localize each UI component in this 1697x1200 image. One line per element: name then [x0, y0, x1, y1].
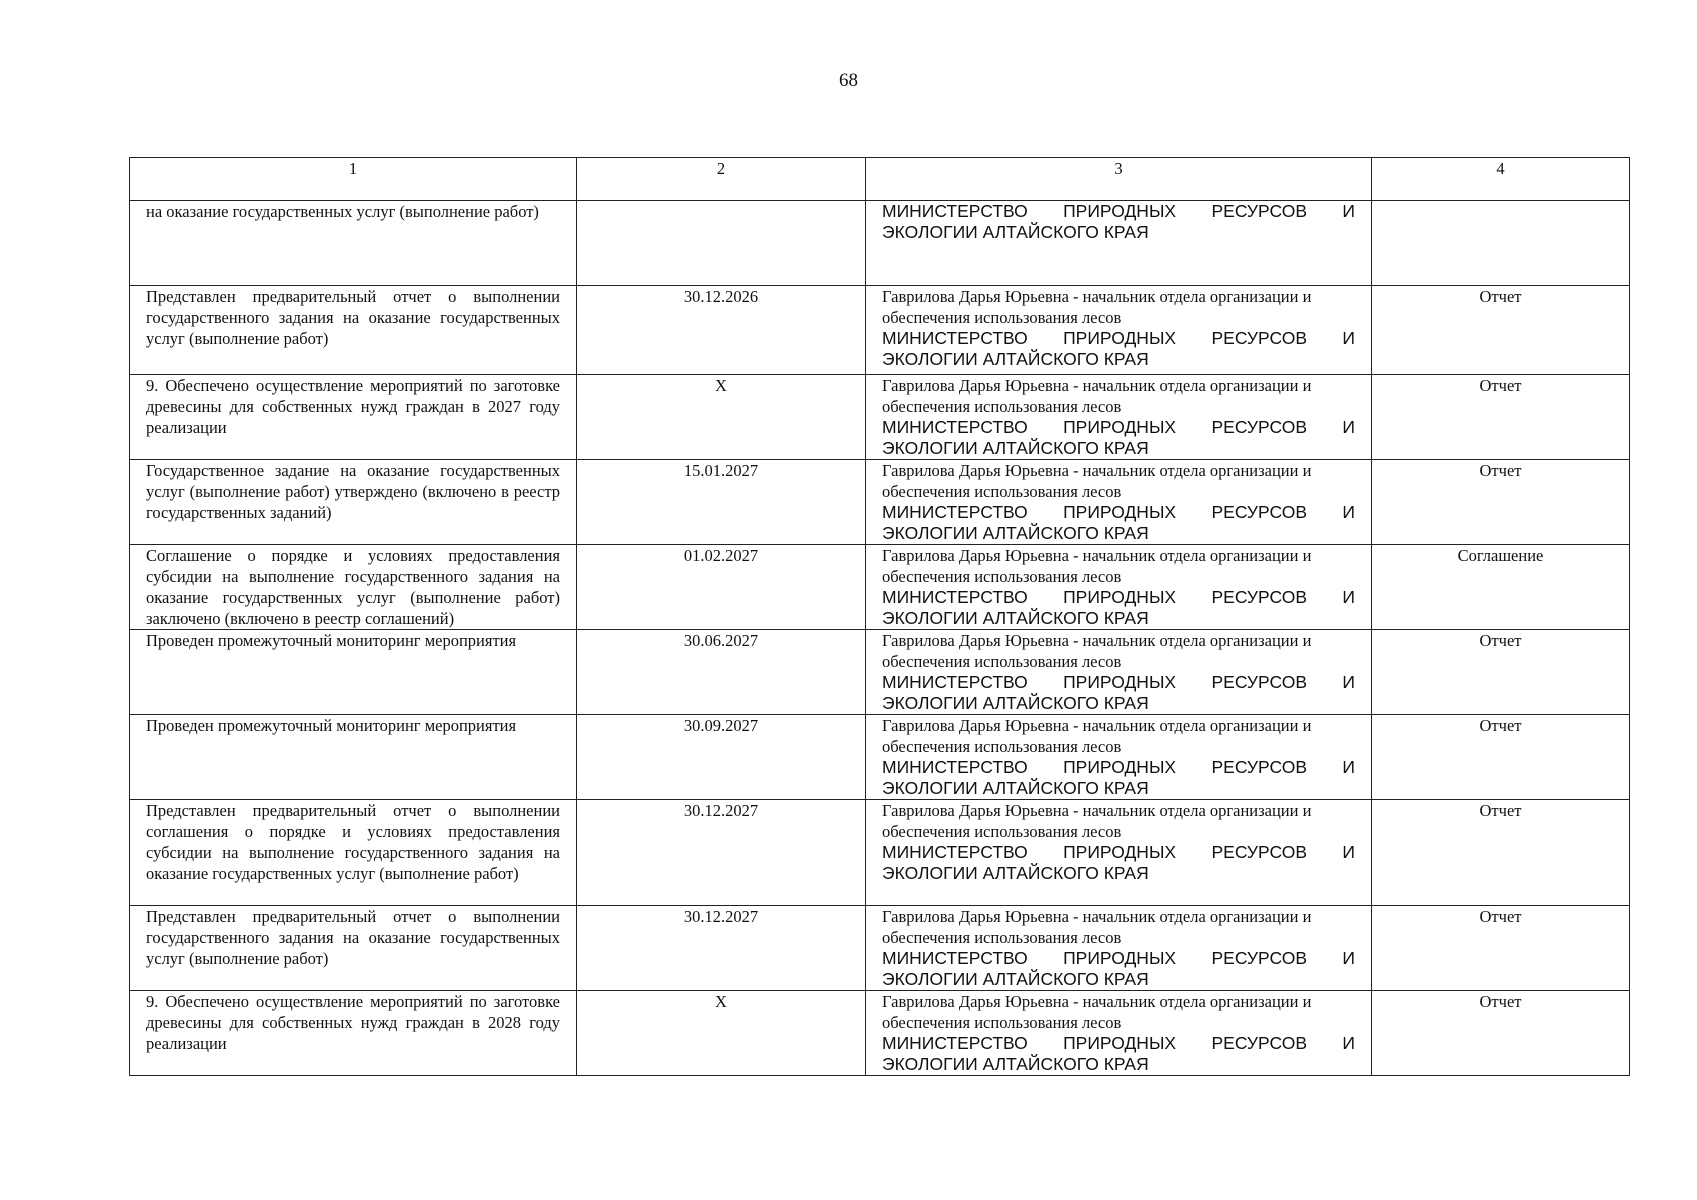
responsible-cell — [866, 286, 1372, 375]
event-cell: Представлен предварительный отчет о выполнении государственного задания на оказание государственных услуг (выполнение работ) — [130, 906, 577, 991]
organization-line: ЭКОЛОГИИ АЛТАЙСКОГО КРАЯ — [882, 523, 1149, 543]
event-cell: на оказание государственных услуг (выполнение работ) — [130, 201, 577, 286]
document-cell — [1372, 201, 1630, 286]
date-cell: 30.12.2027 — [577, 800, 866, 906]
responsible-cell — [866, 715, 1372, 800]
responsible-person: Гаврилова Дарья Юрьевна - начальник отдела организации и обеспечения использования лесов — [882, 376, 1312, 416]
date-cell — [577, 201, 866, 286]
date-cell: 30.09.2027 — [577, 715, 866, 800]
date-cell: 01.02.2027 — [577, 545, 866, 630]
document-cell: Соглашение — [1372, 545, 1630, 630]
organization-line: ЭКОЛОГИИ АЛТАЙСКОГО КРАЯ — [882, 969, 1149, 989]
document-cell: Отчет — [1372, 630, 1630, 715]
responsible-organization — [882, 328, 1355, 370]
responsible-cell — [866, 201, 1372, 286]
column-header: 2 — [577, 158, 866, 201]
table-row — [130, 545, 1630, 630]
responsible-cell — [866, 906, 1372, 991]
document-cell: Отчет — [1372, 991, 1630, 1076]
date-cell: 30.06.2027 — [577, 630, 866, 715]
table-row — [130, 201, 1630, 286]
date-cell: 30.12.2027 — [577, 906, 866, 991]
organization-line: МИНИСТЕРСТВО ПРИРОДНЫХ РЕСУРСОВ И — [882, 842, 1355, 862]
organization-line: ЭКОЛОГИИ АЛТАЙСКОГО КРАЯ — [882, 349, 1149, 369]
document-cell: Отчет — [1372, 800, 1630, 906]
responsible-organization — [882, 502, 1355, 544]
event-cell: Проведен промежуточный мониторинг мероприятия — [130, 715, 577, 800]
responsible-organization — [882, 842, 1355, 884]
event-cell: Представлен предварительный отчет о выполнении государственного задания на оказание государственных услуг (выполнение работ) — [130, 286, 577, 375]
organization-line: МИНИСТЕРСТВО ПРИРОДНЫХ РЕСУРСОВ И — [882, 201, 1355, 221]
date-cell: 15.01.2027 — [577, 460, 866, 545]
event-cell: Проведен промежуточный мониторинг мероприятия — [130, 630, 577, 715]
responsible-person: Гаврилова Дарья Юрьевна - начальник отдела организации и обеспечения использования лесов — [882, 546, 1312, 586]
responsible-person: Гаврилова Дарья Юрьевна - начальник отдела организации и обеспечения использования лесов — [882, 801, 1312, 841]
table-row — [130, 906, 1630, 991]
table-header-row — [130, 158, 1630, 201]
responsible-person: Гаврилова Дарья Юрьевна - начальник отдела организации и обеспечения использования лесов — [882, 287, 1312, 327]
responsible-organization — [882, 1033, 1355, 1075]
event-cell: Представлен предварительный отчет о выполнении соглашения о порядке и условиях предоставления субсидии на выполнение государственного задания на оказание государственных услуг (выполнение работ) — [130, 800, 577, 906]
event-cell: 9. Обеспечено осуществление мероприятий по заготовке древесины для собственных нужд граждан в 2028 году реализации — [130, 991, 577, 1076]
document-cell: Отчет — [1372, 460, 1630, 545]
column-header: 4 — [1372, 158, 1630, 201]
responsible-cell — [866, 545, 1372, 630]
date-cell: Х — [577, 991, 866, 1076]
page-number: 68 — [839, 70, 858, 91]
organization-line: МИНИСТЕРСТВО ПРИРОДНЫХ РЕСУРСОВ И — [882, 757, 1355, 777]
column-header: 1 — [130, 158, 577, 201]
date-cell: Х — [577, 375, 866, 460]
responsible-cell — [866, 991, 1372, 1076]
event-cell: 9. Обеспечено осуществление мероприятий по заготовке древесины для собственных нужд граждан в 2027 году реализации — [130, 375, 577, 460]
table-row — [130, 800, 1630, 906]
organization-line: МИНИСТЕРСТВО ПРИРОДНЫХ РЕСУРСОВ И — [882, 417, 1355, 437]
organization-line: МИНИСТЕРСТВО ПРИРОДНЫХ РЕСУРСОВ И — [882, 587, 1355, 607]
table-row — [130, 630, 1630, 715]
responsible-organization — [882, 201, 1355, 243]
table-row — [130, 286, 1630, 375]
organization-line: МИНИСТЕРСТВО ПРИРОДНЫХ РЕСУРСОВ И — [882, 328, 1355, 348]
organization-line: МИНИСТЕРСТВО ПРИРОДНЫХ РЕСУРСОВ И — [882, 948, 1355, 968]
organization-line: МИНИСТЕРСТВО ПРИРОДНЫХ РЕСУРСОВ И — [882, 502, 1355, 522]
organization-line: ЭКОЛОГИИ АЛТАЙСКОГО КРАЯ — [882, 863, 1149, 883]
organization-line: МИНИСТЕРСТВО ПРИРОДНЫХ РЕСУРСОВ И — [882, 1033, 1355, 1053]
organization-line: ЭКОЛОГИИ АЛТАЙСКОГО КРАЯ — [882, 438, 1149, 458]
table-row — [130, 375, 1630, 460]
table-row — [130, 460, 1630, 545]
event-cell: Государственное задание на оказание государственных услуг (выполнение работ) утверждено (включено в реестр государственных заданий) — [130, 460, 577, 545]
responsible-cell — [866, 460, 1372, 545]
document-cell: Отчет — [1372, 375, 1630, 460]
responsible-cell — [866, 630, 1372, 715]
table-row — [130, 715, 1630, 800]
responsible-person: Гаврилова Дарья Юрьевна - начальник отдела организации и обеспечения использования лесов — [882, 907, 1312, 947]
organization-line: ЭКОЛОГИИ АЛТАЙСКОГО КРАЯ — [882, 222, 1149, 242]
responsible-organization — [882, 587, 1355, 629]
organization-line: ЭКОЛОГИИ АЛТАЙСКОГО КРАЯ — [882, 1054, 1149, 1074]
organization-line: ЭКОЛОГИИ АЛТАЙСКОГО КРАЯ — [882, 778, 1149, 798]
event-cell: Соглашение о порядке и условиях предоставления субсидии на выполнение государственного задания на оказание государственных услуг (выполнение работ) заключено (включено в реестр соглашений) — [130, 545, 577, 630]
schedule-table — [129, 157, 1630, 1076]
organization-line: ЭКОЛОГИИ АЛТАЙСКОГО КРАЯ — [882, 608, 1149, 628]
date-cell: 30.12.2026 — [577, 286, 866, 375]
responsible-organization — [882, 417, 1355, 459]
organization-line: ЭКОЛОГИИ АЛТАЙСКОГО КРАЯ — [882, 693, 1149, 713]
responsible-person: Гаврилова Дарья Юрьевна - начальник отдела организации и обеспечения использования лесов — [882, 631, 1312, 671]
responsible-organization — [882, 757, 1355, 799]
responsible-person: Гаврилова Дарья Юрьевна - начальник отдела организации и обеспечения использования лесов — [882, 992, 1312, 1032]
document-cell: Отчет — [1372, 906, 1630, 991]
document-cell: Отчет — [1372, 715, 1630, 800]
document-cell: Отчет — [1372, 286, 1630, 375]
responsible-person: Гаврилова Дарья Юрьевна - начальник отдела организации и обеспечения использования лесов — [882, 461, 1312, 501]
responsible-organization — [882, 672, 1355, 714]
table-row — [130, 991, 1630, 1076]
column-header: 3 — [866, 158, 1372, 201]
responsible-organization — [882, 948, 1355, 990]
responsible-cell — [866, 375, 1372, 460]
responsible-cell — [866, 800, 1372, 906]
organization-line: МИНИСТЕРСТВО ПРИРОДНЫХ РЕСУРСОВ И — [882, 672, 1355, 692]
responsible-person: Гаврилова Дарья Юрьевна - начальник отдела организации и обеспечения использования лесов — [882, 716, 1312, 756]
